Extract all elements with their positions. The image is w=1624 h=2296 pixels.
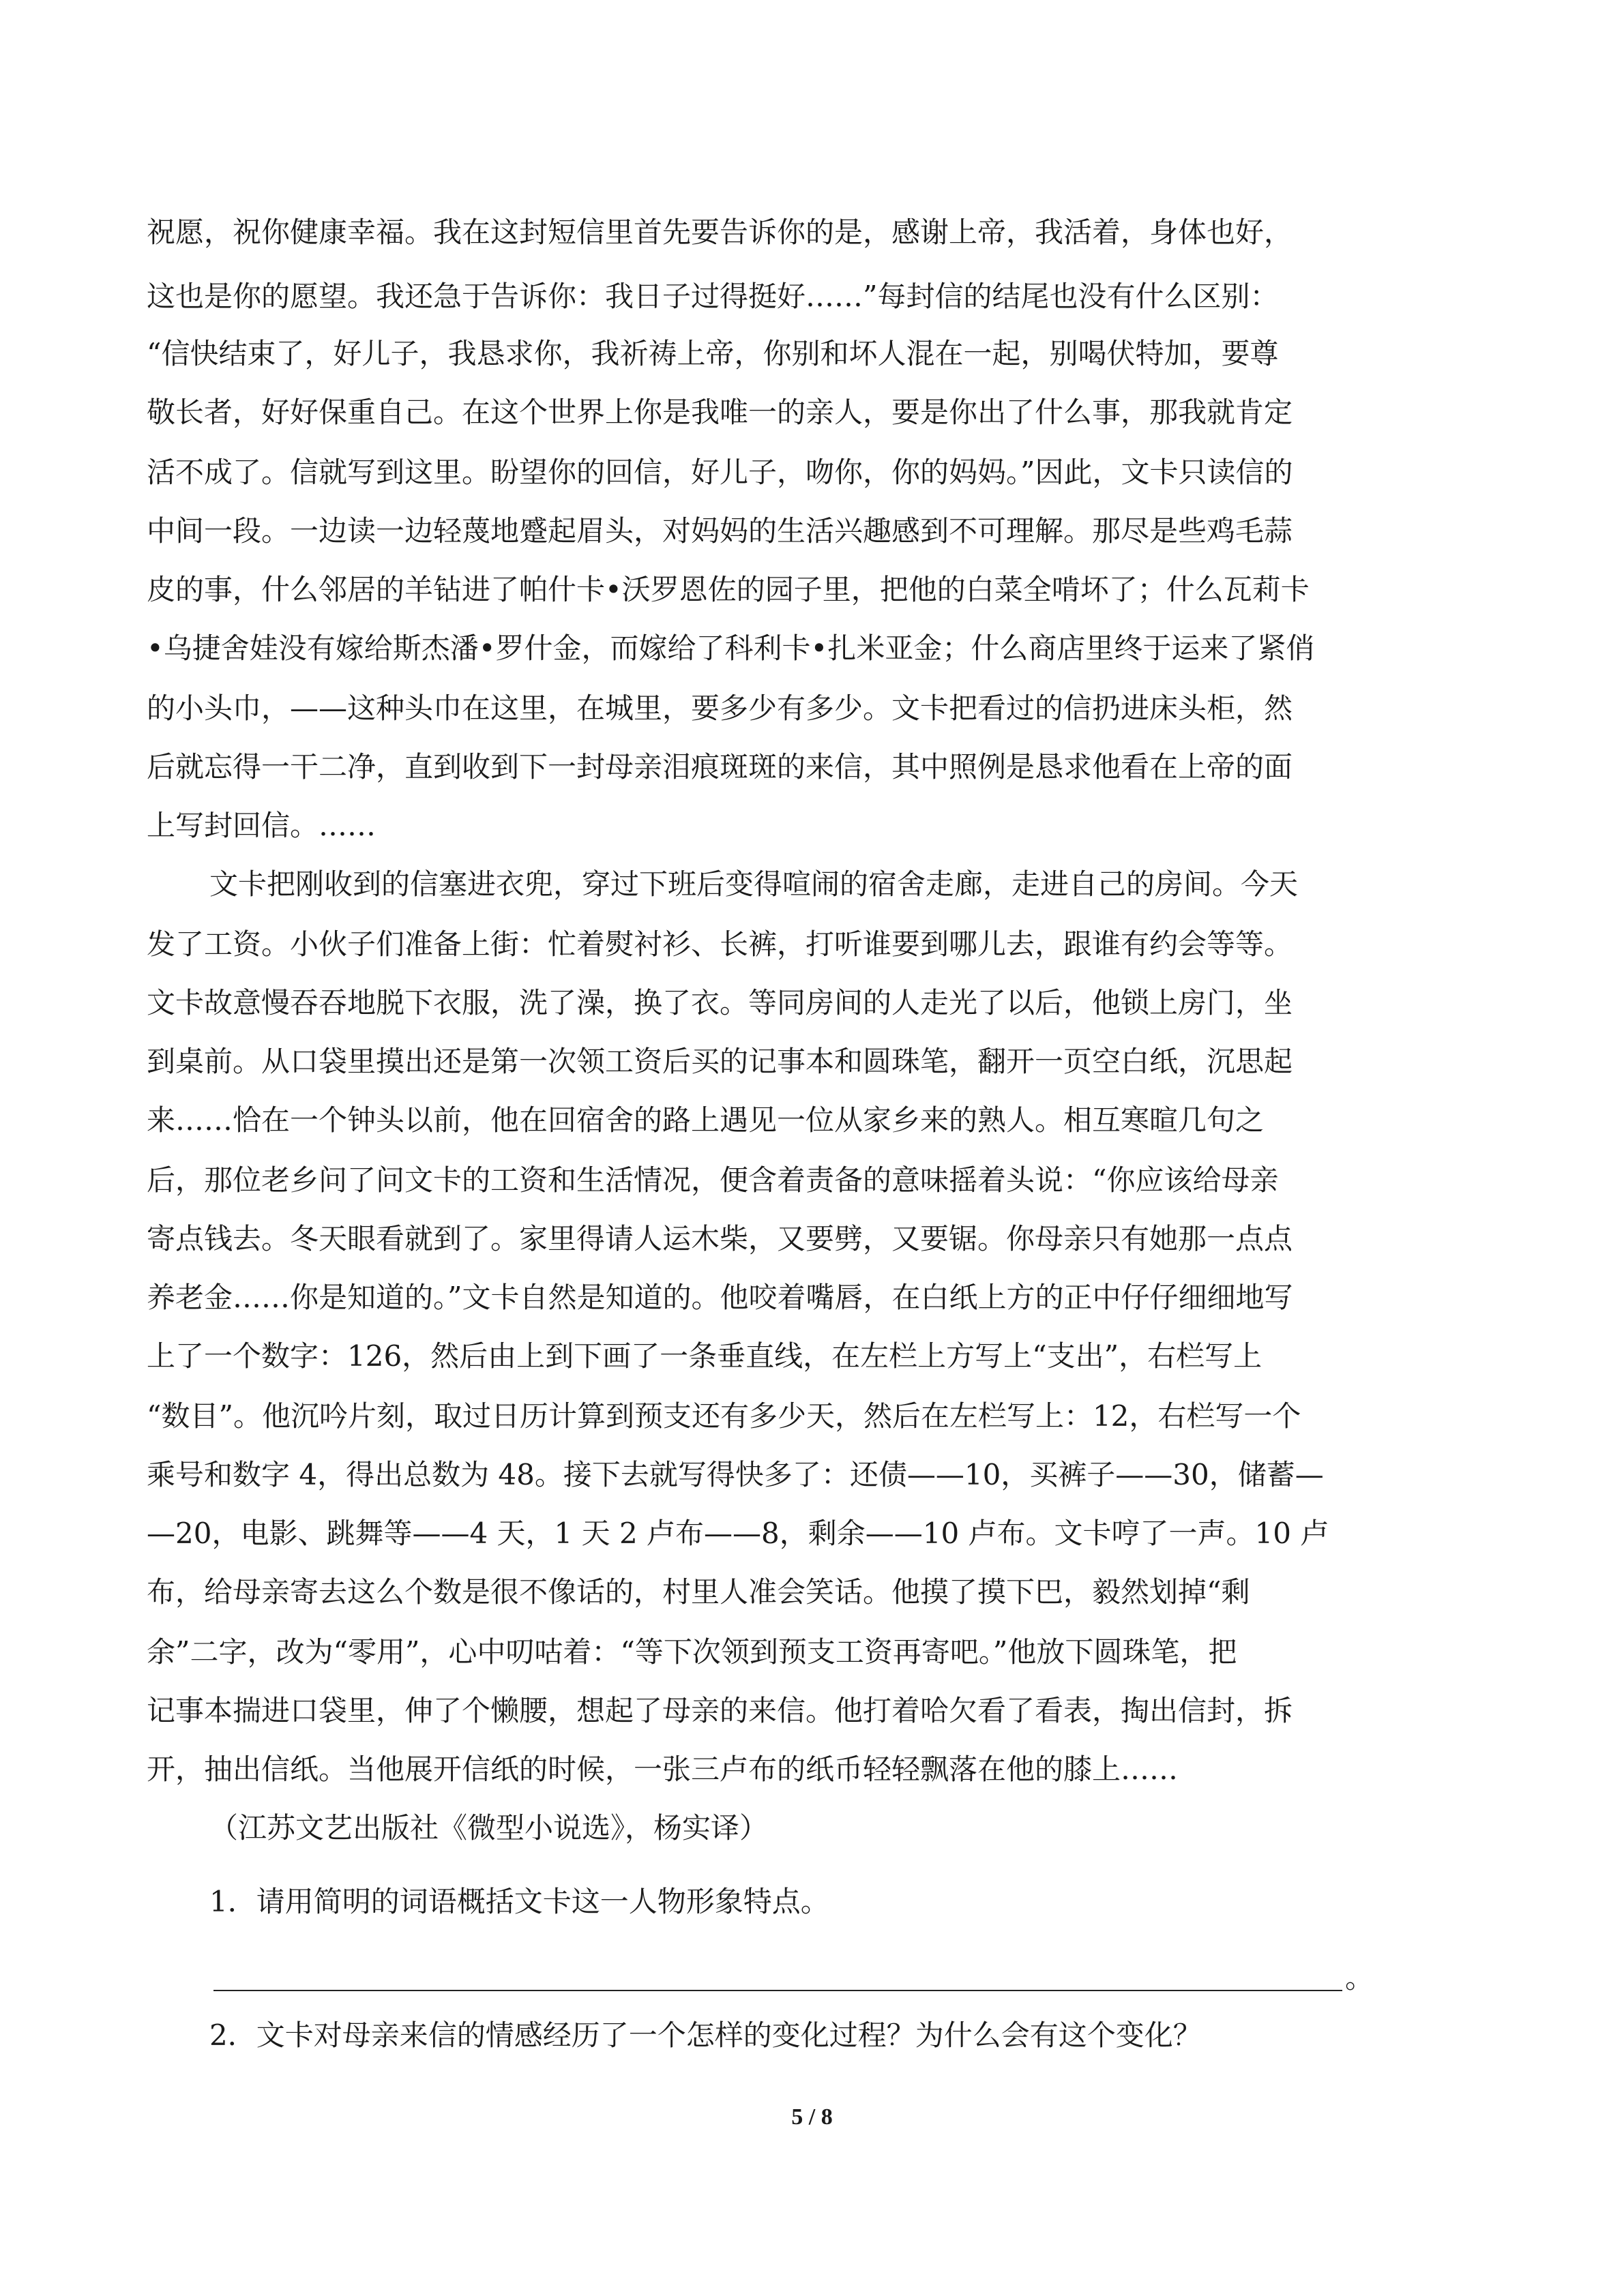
passage-line: 发了工资。小伙子们准备上街：忙着熨衬衫、长裤，打听谁要到哪儿去，跟谁有约会等等。 <box>147 927 1293 961</box>
passage-line: 上写封回信。…… <box>147 809 377 842</box>
passage-line: 开，抽出信纸。当他展开信纸的时候，一张三卢布的纸币轻轻飘落在他的膝上…… <box>147 1753 1179 1786</box>
passage-line: 祝愿，祝你健康幸福。我在这封短信里首先要告诉你的是，感谢上帝，我活着，身体也好， <box>147 215 1293 249</box>
passage-line: —20，电影、跳舞等——4 天，1 天 2 卢布——8，剩余——10 卢布。文卡哼了一声。10 卢 <box>147 1517 1329 1550</box>
answer-end-punctuation: 。 <box>1345 1961 1374 1995</box>
passage-line: 这也是你的愿望。我还急于告诉你：我日子过得挺好……”每封信的结尾也没有什么区别： <box>147 280 1279 313</box>
passage-line: 文卡把刚收到的信塞进衣兜，穿过下班后变得喧闹的宿舍走廊，走进自己的房间。今天 <box>209 867 1299 901</box>
passage-line: 皮的事，什么邻居的羊钻进了帕什卡•沃罗恩佐的园子里，把他的白菜全啃坏了；什么瓦莉卡 <box>147 573 1310 606</box>
source-citation: （江苏文艺出版社《微型小说选》，杨实译） <box>209 1811 769 1845</box>
passage-line: 到桌前。从口袋里摸出还是第一次领工资后买的记事本和圆珠笔，翻开一页空白纸，沉思起 <box>147 1045 1293 1078</box>
passage-line: 中间一段。一边读一边轻蔑地蹙起眉头，对妈妈的生活兴趣感到不可理解。那尽是些鸡毛蒜 <box>147 514 1293 548</box>
page-number: 5 / 8 <box>791 2104 833 2130</box>
passage-line: 养老金……你是知道的。”文卡自然是知道的。他咬着嘴唇，在白纸上方的正中仔仔细细地写 <box>147 1281 1293 1314</box>
answer-blank-line[interactable] <box>213 1990 1342 1991</box>
question-2: 2．文卡对母亲来信的情感经历了一个怎样的变化过程？为什么会有这个变化？ <box>209 2018 1202 2052</box>
passage-line: “数目”。他沉吟片刻，取过日历计算到预支还有多少天，然后在左栏写上：12，右栏写一个 <box>147 1399 1301 1433</box>
passage-line: 余”二字，改为“零用”，心中叨咕着：“等下次领到预支工资再寄吧。”他放下圆珠笔，把 <box>147 1635 1237 1669</box>
passage-line: 来……恰在一个钟头以前，他在回宿舍的路上遇见一位从家乡来的熟人。相互寒暄几句之 <box>147 1103 1265 1137</box>
passage-line: 乘号和数字 4，得出总数为 48。接下去就写得快多了：还债——10，买裤子——30，储蓄— <box>147 1458 1324 1491</box>
passage-line: 后，那位老乡问了问文卡的工资和生活情况，便含着责备的意味摇着头说：“你应该给母亲 <box>147 1163 1279 1197</box>
passage-line: 寄点钱去。冬天眼看就到了。家里得请人运木柴，又要劈，又要锯。你母亲只有她那一点点 <box>147 1222 1293 1255</box>
passage-line: “信快结束了，好儿子，我恳求你，我祈祷上帝，你别和坏人混在一起，别喝伏特加，要尊 <box>147 337 1279 370</box>
passage-line: 敬长者，好好保重自己。在这个世界上你是我唯一的亲人，要是你出了什么事，那我就肯定 <box>147 396 1293 429</box>
passage-line: 文卡故意慢吞吞地脱下衣服，洗了澡，换了衣。等同房间的人走光了以后，他锁上房门，坐 <box>147 986 1293 1019</box>
passage-line: 记事本揣进口袋里，伸了个懒腰，想起了母亲的来信。他打着哈欠看了看表，掏出信封，拆 <box>147 1694 1293 1727</box>
passage-line: 上了一个数字：126，然后由上到下画了一条垂直线，在左栏上方写上“支出”，右栏写上 <box>147 1339 1263 1373</box>
passage-line: 的小头巾，——这种头巾在这里，在城里，要多少有多少。文卡把看过的信扔进床头柜，然 <box>147 691 1293 725</box>
passage-line: 布，给母亲寄去这么个数是很不像话的，村里人准会笑话。他摸了摸下巴，毅然划掉“剩 <box>147 1575 1250 1609</box>
question-1: 1．请用简明的词语概括文卡这一人物形象特点。 <box>209 1885 829 1918</box>
passage-line: •乌捷舍娃没有嫁给斯杰潘•罗什金，而嫁给了科利卡•扎米亚金；什么商店里终于运来了紧俏 <box>147 631 1315 665</box>
passage-line: 活不成了。信就写到这里。盼望你的回信，好儿子，吻你，你的妈妈。”因此，文卡只读信的 <box>147 456 1293 489</box>
passage-line: 后就忘得一干二净，直到收到下一封母亲泪痕斑斑的来信，其中照例是恳求他看在上帝的面 <box>147 750 1293 784</box>
